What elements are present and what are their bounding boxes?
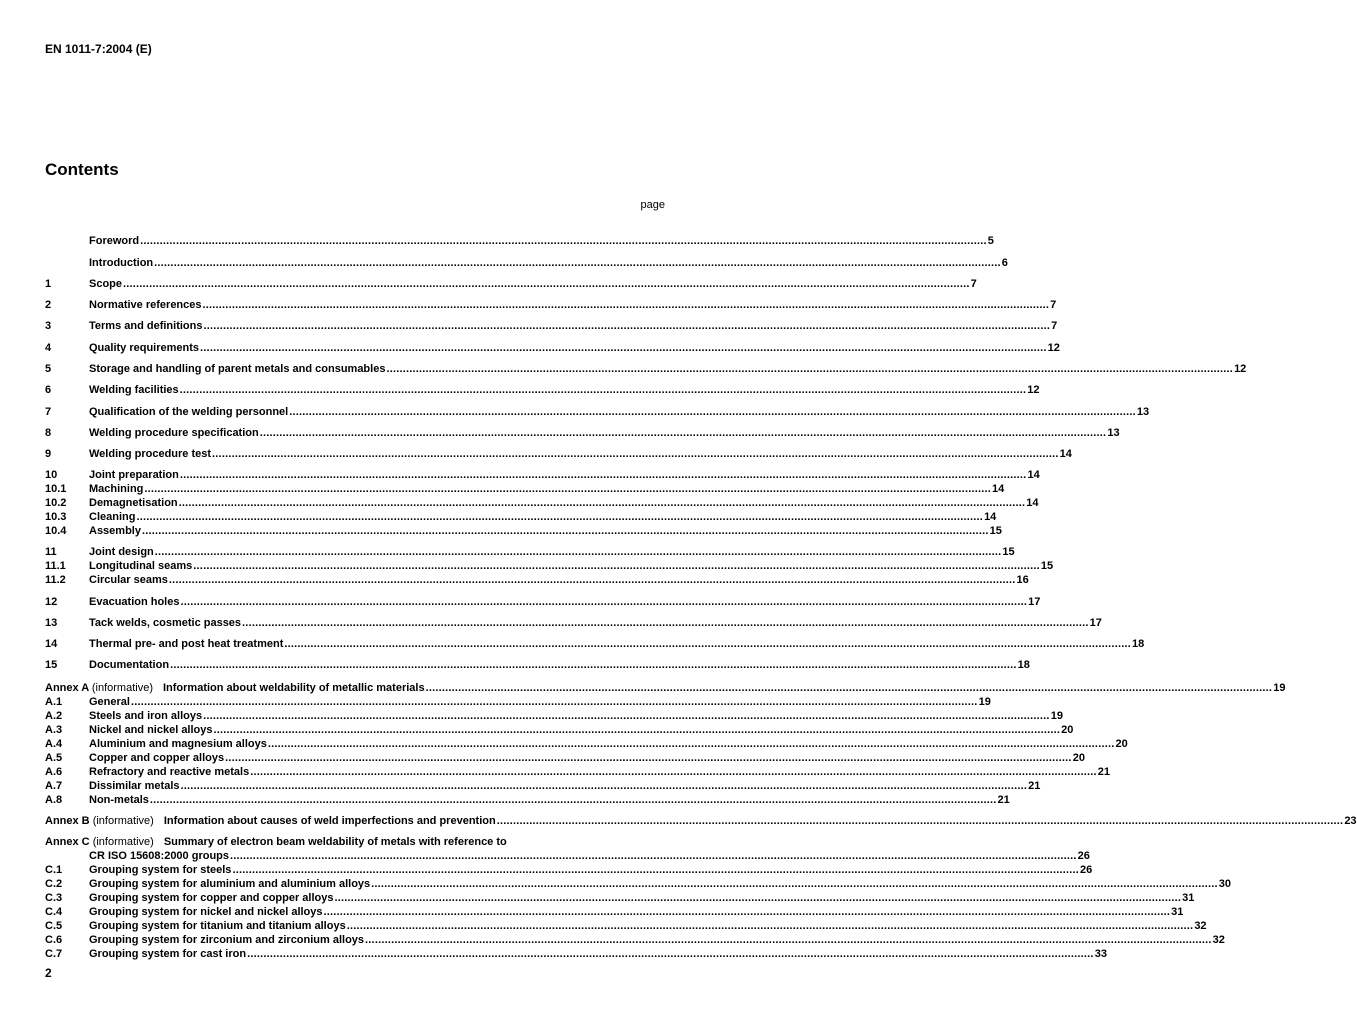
toc-entry[interactable]	[45, 637, 1145, 651]
toc-entry-page: 30	[1218, 878, 1232, 890]
dot-leader	[150, 793, 997, 807]
dot-leader	[155, 545, 1002, 559]
dot-leader	[371, 877, 1218, 891]
toc-entry[interactable]	[45, 545, 1015, 559]
toc-entry[interactable]	[45, 298, 1057, 312]
dot-leader	[212, 447, 1059, 461]
toc-entry-number: 10.1	[45, 483, 67, 495]
dot-leader	[181, 779, 1028, 793]
toc-entry-title: Grouping system for zirconium and zirconium alloys	[89, 934, 365, 946]
toc-entry-number: 10	[45, 469, 58, 481]
toc-entry[interactable]	[45, 277, 977, 291]
toc-entry-title: Machining	[89, 483, 144, 495]
toc-entry-title: Cleaning	[89, 511, 136, 523]
toc-entry-number: 15	[45, 659, 58, 671]
dot-leader	[260, 426, 1107, 440]
toc-entry-number: 5	[45, 363, 52, 375]
toc-entry-title: Welding procedure test	[89, 448, 212, 460]
toc-entry-number: A.8	[45, 794, 63, 806]
toc-entry-number: 9	[45, 448, 52, 460]
toc-entry-title: Welding facilities	[89, 384, 179, 396]
dot-leader	[179, 496, 1026, 510]
toc-entry-title: Joint preparation	[89, 469, 179, 481]
toc-entry-title: Tack welds, cosmetic passes	[89, 617, 242, 629]
annex-informative: (informative)	[92, 815, 154, 827]
toc-entry-page: 14	[1059, 448, 1072, 460]
toc-entry-page: 13	[1136, 406, 1150, 418]
dot-leader	[230, 849, 1077, 863]
toc-entry-page: 15	[1002, 546, 1015, 558]
toc-entry[interactable]	[45, 447, 1072, 461]
toc-entry-number: A.3	[45, 724, 63, 736]
dot-leader	[247, 947, 1094, 961]
toc-entry-number: 10.2	[45, 497, 67, 509]
dot-leader	[200, 341, 1047, 355]
toc-entry-number: 1	[45, 278, 52, 290]
dot-leader	[154, 256, 1001, 270]
toc-entry-page: 13	[1107, 427, 1120, 439]
toc-entry-number: 10.4	[45, 525, 67, 537]
toc-entry[interactable]	[45, 849, 1090, 863]
toc-entry-page: 32	[1212, 934, 1225, 946]
toc-entry-page: 17	[1089, 617, 1102, 629]
toc-entry-number: 13	[45, 617, 58, 629]
toc-entry-page: 14	[984, 511, 997, 523]
toc-entry[interactable]	[45, 737, 1128, 751]
toc-entry-number: 7	[45, 406, 52, 418]
toc-entry-title: Terms and definitions	[89, 320, 203, 332]
toc-entry-page: 7	[970, 278, 977, 290]
toc-entry-page: 23	[1344, 815, 1357, 827]
toc-entry-title: Summary of electron beam weldability of metals with reference to	[163, 836, 507, 848]
toc-entry-title: Dissimilar metals	[89, 780, 180, 792]
toc-entry[interactable]	[45, 362, 1247, 376]
toc-entry-page: 16	[1016, 574, 1029, 586]
dot-leader	[426, 681, 1273, 695]
toc-entry-page: 6	[1001, 257, 1008, 269]
toc-entry[interactable]	[45, 877, 1232, 891]
toc-entry-title: Storage and handling of parent metals and consumables	[89, 363, 386, 375]
toc-entry-number: C.4	[45, 906, 63, 918]
annex-label	[45, 835, 154, 849]
toc-entry[interactable]	[45, 933, 1225, 947]
toc-entry-page: 12	[1047, 342, 1060, 354]
toc-entry[interactable]	[45, 751, 1085, 765]
toc-entry[interactable]	[45, 863, 1093, 877]
dot-leader	[140, 234, 987, 248]
toc-entry-title: Quality requirements	[89, 342, 200, 354]
toc-entry-title: CR ISO 15608:2000 groups	[89, 850, 230, 862]
toc-entry[interactable]	[45, 595, 1041, 609]
toc-entry-number: 4	[45, 342, 52, 354]
toc-entry-title: Scope	[89, 278, 123, 290]
toc-entry-page: 17	[1028, 596, 1041, 608]
toc-entry-title: Documentation	[89, 659, 170, 671]
toc-entry-page: 20	[1115, 738, 1128, 750]
toc-entry-number: 8	[45, 427, 52, 439]
toc-entry-title: Aluminium and magnesium alloys	[89, 738, 267, 750]
toc-entry[interactable]	[45, 658, 1030, 672]
toc-entry-number: C.2	[45, 878, 63, 890]
toc-entry-page: 20	[1061, 724, 1074, 736]
toc-entry-title: Steels and iron alloys	[89, 710, 203, 722]
toc-entry-number: A.7	[45, 780, 63, 792]
toc-entry-page: 26	[1077, 850, 1090, 862]
toc-entry-title: Grouping system for steels	[89, 864, 232, 876]
toc-entry[interactable]	[45, 319, 1058, 333]
toc-entry-title: Welding procedure specification	[89, 427, 259, 439]
document-header: EN 1011-7:2004 (E)	[45, 42, 152, 56]
toc-entry-page: 33	[1094, 948, 1107, 960]
dot-leader	[497, 814, 1344, 828]
toc-entry[interactable]	[45, 468, 1040, 482]
toc-entry-page: 31	[1182, 892, 1195, 904]
toc-entry-number: C.5	[45, 920, 63, 932]
toc-entry-title: Grouping system for aluminium and aluminium alloys	[89, 878, 371, 890]
toc-entry[interactable]	[45, 559, 1054, 573]
toc-entry[interactable]	[45, 891, 1195, 905]
toc-entry[interactable]	[45, 919, 1207, 933]
toc-entry-page: 19	[1273, 682, 1286, 694]
dot-leader	[214, 723, 1061, 737]
toc-entry-number: 12	[45, 596, 58, 608]
toc-entry-page: 15	[1040, 560, 1054, 572]
toc-entry[interactable]	[45, 947, 1107, 961]
toc-entry-number: 3	[45, 320, 52, 332]
toc-entry-number: A.5	[45, 752, 63, 764]
toc-entry-page: 12	[1027, 384, 1040, 396]
toc-entry-number: A.6	[45, 766, 63, 778]
dot-leader	[347, 919, 1194, 933]
toc-entry-page: 21	[1028, 780, 1041, 792]
toc-entry-page: 32	[1194, 920, 1207, 932]
toc-entry-number: C.6	[45, 934, 63, 946]
dot-leader	[268, 737, 1115, 751]
dot-leader	[232, 863, 1079, 877]
toc-entry-number: C.7	[45, 948, 63, 960]
toc-entry-title: Grouping system for titanium and titanium alloys	[89, 920, 346, 932]
dot-leader	[169, 573, 1016, 587]
toc-entry-page: 14	[1026, 497, 1039, 509]
toc-entry-title: Copper and copper alloys	[89, 752, 225, 764]
dot-leader	[284, 637, 1131, 651]
dot-leader	[242, 616, 1089, 630]
dot-leader	[193, 559, 1040, 573]
toc-entry-number: A.4	[45, 738, 63, 750]
page-number: 2	[45, 966, 52, 980]
toc-entry[interactable]	[45, 383, 1040, 397]
toc-entry-number: C.3	[45, 892, 63, 904]
toc-entry[interactable]	[45, 681, 1286, 695]
toc-entry-page: 19	[1050, 710, 1063, 722]
toc-entry-page: 18	[1131, 638, 1145, 650]
toc-entry[interactable]	[45, 405, 1150, 419]
toc-entry-page: 21	[1097, 766, 1111, 778]
toc-entry-number: C.1	[45, 864, 63, 876]
toc-entry-number: A.2	[45, 710, 63, 722]
dot-leader	[203, 709, 1050, 723]
toc-entry-title: Information about weldability of metallic materials	[162, 682, 425, 694]
toc-entry[interactable]	[45, 723, 1074, 737]
toc-entry-page: 20	[1072, 752, 1085, 764]
toc-entry[interactable]	[45, 765, 1111, 779]
toc-entry[interactable]	[45, 779, 1041, 793]
toc-entry[interactable]	[45, 709, 1063, 723]
toc-entry-title: Longitudinal seams	[89, 560, 193, 572]
page-column-label: page	[640, 199, 665, 211]
dot-leader	[144, 482, 991, 496]
dot-leader	[180, 383, 1027, 397]
toc-entry-number: 2	[45, 299, 52, 311]
toc-entry-page: 14	[992, 483, 1005, 495]
toc-entry-number: 11.1	[45, 560, 66, 572]
toc-entry-page: 12	[1234, 363, 1247, 375]
page-title: Contents	[45, 160, 119, 179]
dot-leader	[324, 905, 1171, 919]
annex-label	[45, 681, 153, 695]
dot-leader	[123, 277, 970, 291]
dot-leader	[131, 695, 978, 709]
dot-leader	[142, 524, 989, 538]
annex-informative: (informative)	[91, 682, 153, 694]
toc-entry-page: 15	[989, 525, 1002, 537]
toc-entry-title: Grouping system for nickel and nickel alloys	[89, 906, 323, 918]
toc-entry[interactable]	[45, 510, 997, 524]
annex-id: Annex B	[45, 815, 93, 827]
toc-entry-page: 31	[1171, 906, 1184, 918]
toc-entry-title: Qualification of the welding personnel	[89, 406, 289, 418]
toc-entry[interactable]	[45, 835, 666, 849]
toc-entry[interactable]	[45, 496, 1039, 510]
toc-entry[interactable]	[45, 341, 1060, 355]
annex-id: Annex C	[45, 836, 93, 848]
toc-entry-title: Normative references	[89, 299, 202, 311]
toc-entry-page: 19	[978, 696, 991, 708]
toc-entry-page: 21	[997, 794, 1010, 806]
toc-entry-title: Joint design	[89, 546, 154, 558]
toc-entry[interactable]	[45, 616, 1102, 630]
toc-entry[interactable]	[45, 256, 1008, 270]
toc-entry-title: Non-metals	[89, 794, 149, 806]
toc-entry-number: 10.3	[45, 511, 67, 523]
toc-entry[interactable]	[45, 234, 994, 248]
annex-id: Annex A	[45, 682, 92, 694]
toc-entry-title: Evacuation holes	[89, 596, 180, 608]
toc-entry[interactable]	[45, 814, 1357, 828]
toc-entry-page: 5	[987, 235, 994, 247]
toc-entry-page: 7	[1050, 299, 1057, 311]
toc-entry-number: A.1	[45, 696, 63, 708]
toc-entry-title: Foreword	[89, 235, 140, 247]
toc-entry-title: Assembly	[89, 525, 141, 537]
toc-entry-number: 14	[45, 638, 58, 650]
toc-entry-title: Information about causes of weld imperfections and prevention	[163, 815, 496, 827]
toc-entry-title: Nickel and nickel alloys	[89, 724, 213, 736]
toc-entry-title: Refractory and reactive metals	[89, 766, 250, 778]
dot-leader	[250, 765, 1097, 779]
toc-entry[interactable]	[45, 482, 1005, 496]
dot-leader	[365, 933, 1212, 947]
dot-leader	[136, 510, 983, 524]
dot-leader	[170, 658, 1017, 672]
dot-leader	[225, 751, 1072, 765]
dot-leader	[203, 319, 1050, 333]
toc-entry-title: Introduction	[89, 257, 154, 269]
dot-leader	[203, 298, 1050, 312]
dot-leader	[289, 405, 1136, 419]
toc-entry-title: General	[89, 696, 130, 708]
dot-leader	[335, 891, 1182, 905]
toc-entry-title: Grouping system for cast iron	[89, 948, 247, 960]
toc-entry-title: Thermal pre- and post heat treatment	[89, 638, 284, 650]
toc-entry[interactable]	[45, 905, 1184, 919]
toc-entry-page: 26	[1080, 864, 1093, 876]
toc-entry-number: 6	[45, 384, 52, 396]
toc-entry-page: 18	[1017, 659, 1030, 671]
dot-leader	[180, 595, 1027, 609]
toc-entry[interactable]	[45, 524, 1002, 538]
annex-label	[45, 814, 154, 828]
toc-entry[interactable]	[45, 426, 1120, 440]
toc-entry-number: 11	[45, 546, 57, 558]
toc-entry-number: 11.2	[45, 574, 66, 586]
toc-entry-title: Circular seams	[89, 574, 168, 586]
toc-entry[interactable]	[45, 695, 991, 709]
toc-entry-page: 14	[1027, 469, 1040, 481]
annex-informative: (informative)	[92, 836, 154, 848]
toc-entry-title: Demagnetisation	[89, 497, 178, 509]
toc-entry-title: Grouping system for copper and copper alloys	[89, 892, 334, 904]
toc-entry-page: 7	[1051, 320, 1058, 332]
toc-entry[interactable]	[45, 793, 1010, 807]
toc-entry[interactable]	[45, 573, 1029, 587]
dot-leader	[386, 362, 1233, 376]
dot-leader	[180, 468, 1027, 482]
